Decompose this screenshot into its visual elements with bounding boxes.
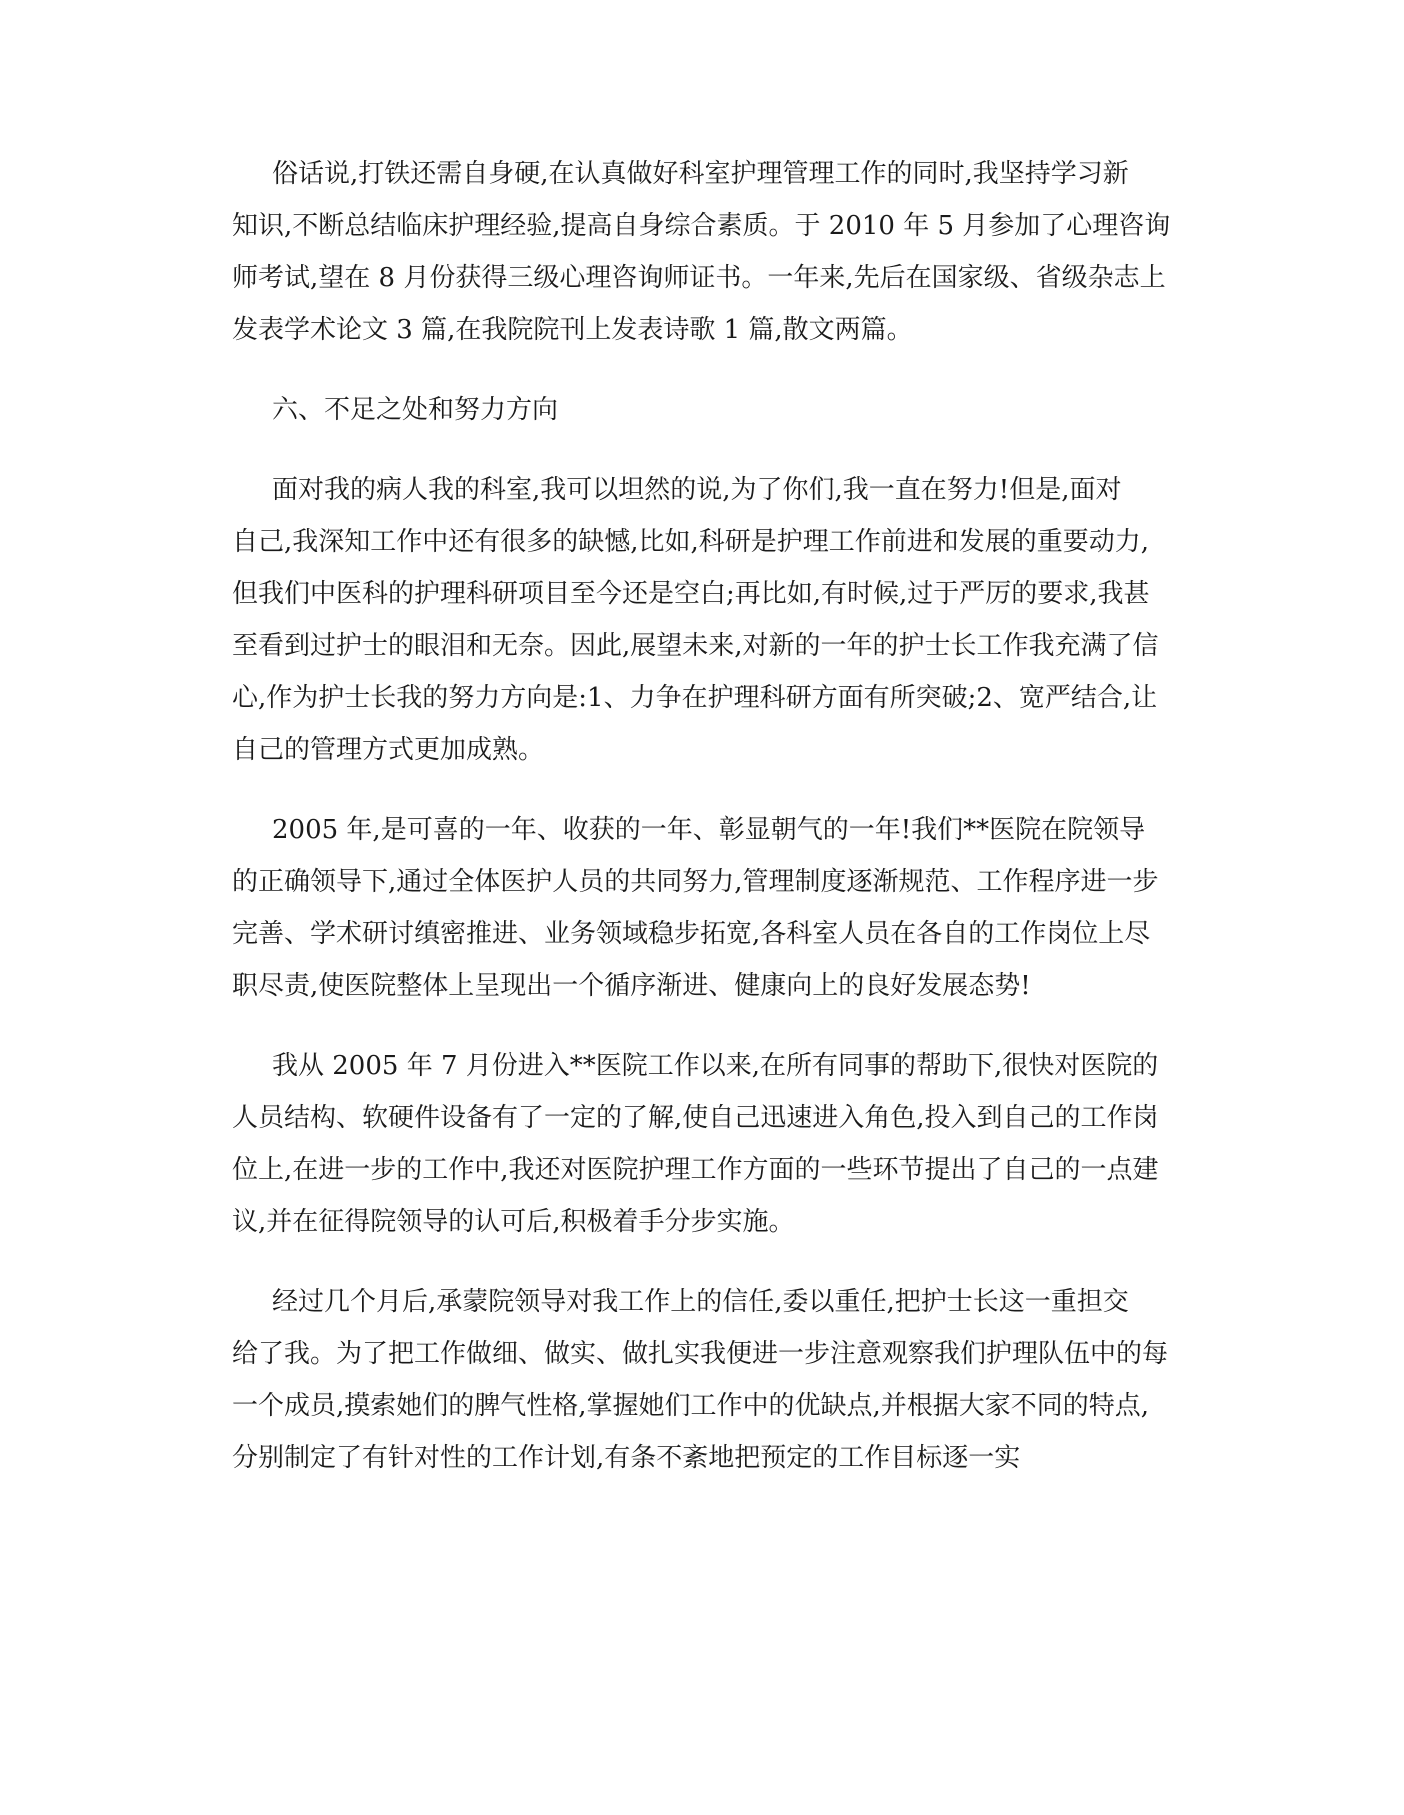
paragraph-shortcomings [232,464,1192,776]
paragraph-joining [232,1040,1192,1248]
text-line: 发表学术论文 3 篇,在我院院刊上发表诗歌 1 篇,散文两篇。 [232,315,913,345]
paragraph-self-improvement [232,148,1192,356]
text-line: 但我们中医科的护理科研项目至今还是空白;再比如,有时候,过于严厉的要求,我甚 [232,579,1150,609]
text-line: 议,并在征得院领导的认可后,积极着手分步实施。 [232,1207,795,1237]
text-line: 2005 年,是可喜的一年、收获的一年、彰显朝气的一年!我们**医院在院领导 [272,815,1146,845]
text-line: 分别制定了有针对性的工作计划,有条不紊地把预定的工作目标逐一实 [232,1443,1021,1473]
text-line: 给了我。为了把工作做细、做实、做扎实我便进一步注意观察我们护理队伍中的每 [232,1339,1169,1369]
text-line: 俗话说,打铁还需自身硬,在认真做好科室护理管理工作的同时,我坚持学习新 [272,159,1129,189]
text-line: 至看到过护士的眼泪和无奈。因此,展望未来,对新的一年的护士长工作我充满了信 [232,631,1159,661]
section-heading [232,384,1192,436]
document-body [232,148,1192,1512]
text-line: 的正确领导下,通过全体医护人员的共同努力,管理制度逐渐规范、工作程序进一步 [232,867,1159,897]
text-line: 心,作为护士长我的努力方向是:1、力争在护理科研方面有所突破;2、宽严结合,让 [232,683,1158,713]
text-line: 我从 2005 年 7 月份进入**医院工作以来,在所有同事的帮助下,很快对医院的 [272,1051,1159,1081]
text-line: 自己,我深知工作中还有很多的缺憾,比如,科研是护理工作前进和发展的重要动力, [232,527,1150,557]
text-line: 职尽责,使医院整体上呈现出一个循序渐进、健康向上的良好发展态势! [232,971,1031,1001]
text-line: 人员结构、软硬件设备有了一定的了解,使自己迅速进入角色,投入到自己的工作岗 [232,1103,1159,1133]
text-line: 知识,不断总结临床护理经验,提高自身综合素质。于 2010 年 5 月参加了心理咨询 [232,211,1171,241]
text-line: 面对我的病人我的科室,我可以坦然的说,为了你们,我一直在努力!但是,面对 [272,475,1122,505]
text-line: 自己的管理方式更加成熟。 [232,735,545,765]
heading-text: 六、不足之处和努力方向 [272,395,559,425]
text-line: 位上,在进一步的工作中,我还对医院护理工作方面的一些环节提出了自己的一点建 [232,1155,1159,1185]
paragraph-head-nurse [232,1276,1192,1484]
text-line: 一个成员,摸索她们的脾气性格,掌握她们工作中的优缺点,并根据大家不同的特点, [232,1391,1150,1421]
text-line: 经过几个月后,承蒙院领导对我工作上的信任,委以重任,把护士长这一重担交 [272,1287,1129,1317]
text-line: 完善、学术研讨缜密推进、业务领域稳步拓宽,各科室人员在各自的工作岗位上尽 [232,919,1151,949]
paragraph-year-review [232,804,1192,1012]
text-line: 师考试,望在 8 月份获得三级心理咨询师证书。一年来,先后在国家级、省级杂志上 [232,263,1166,293]
